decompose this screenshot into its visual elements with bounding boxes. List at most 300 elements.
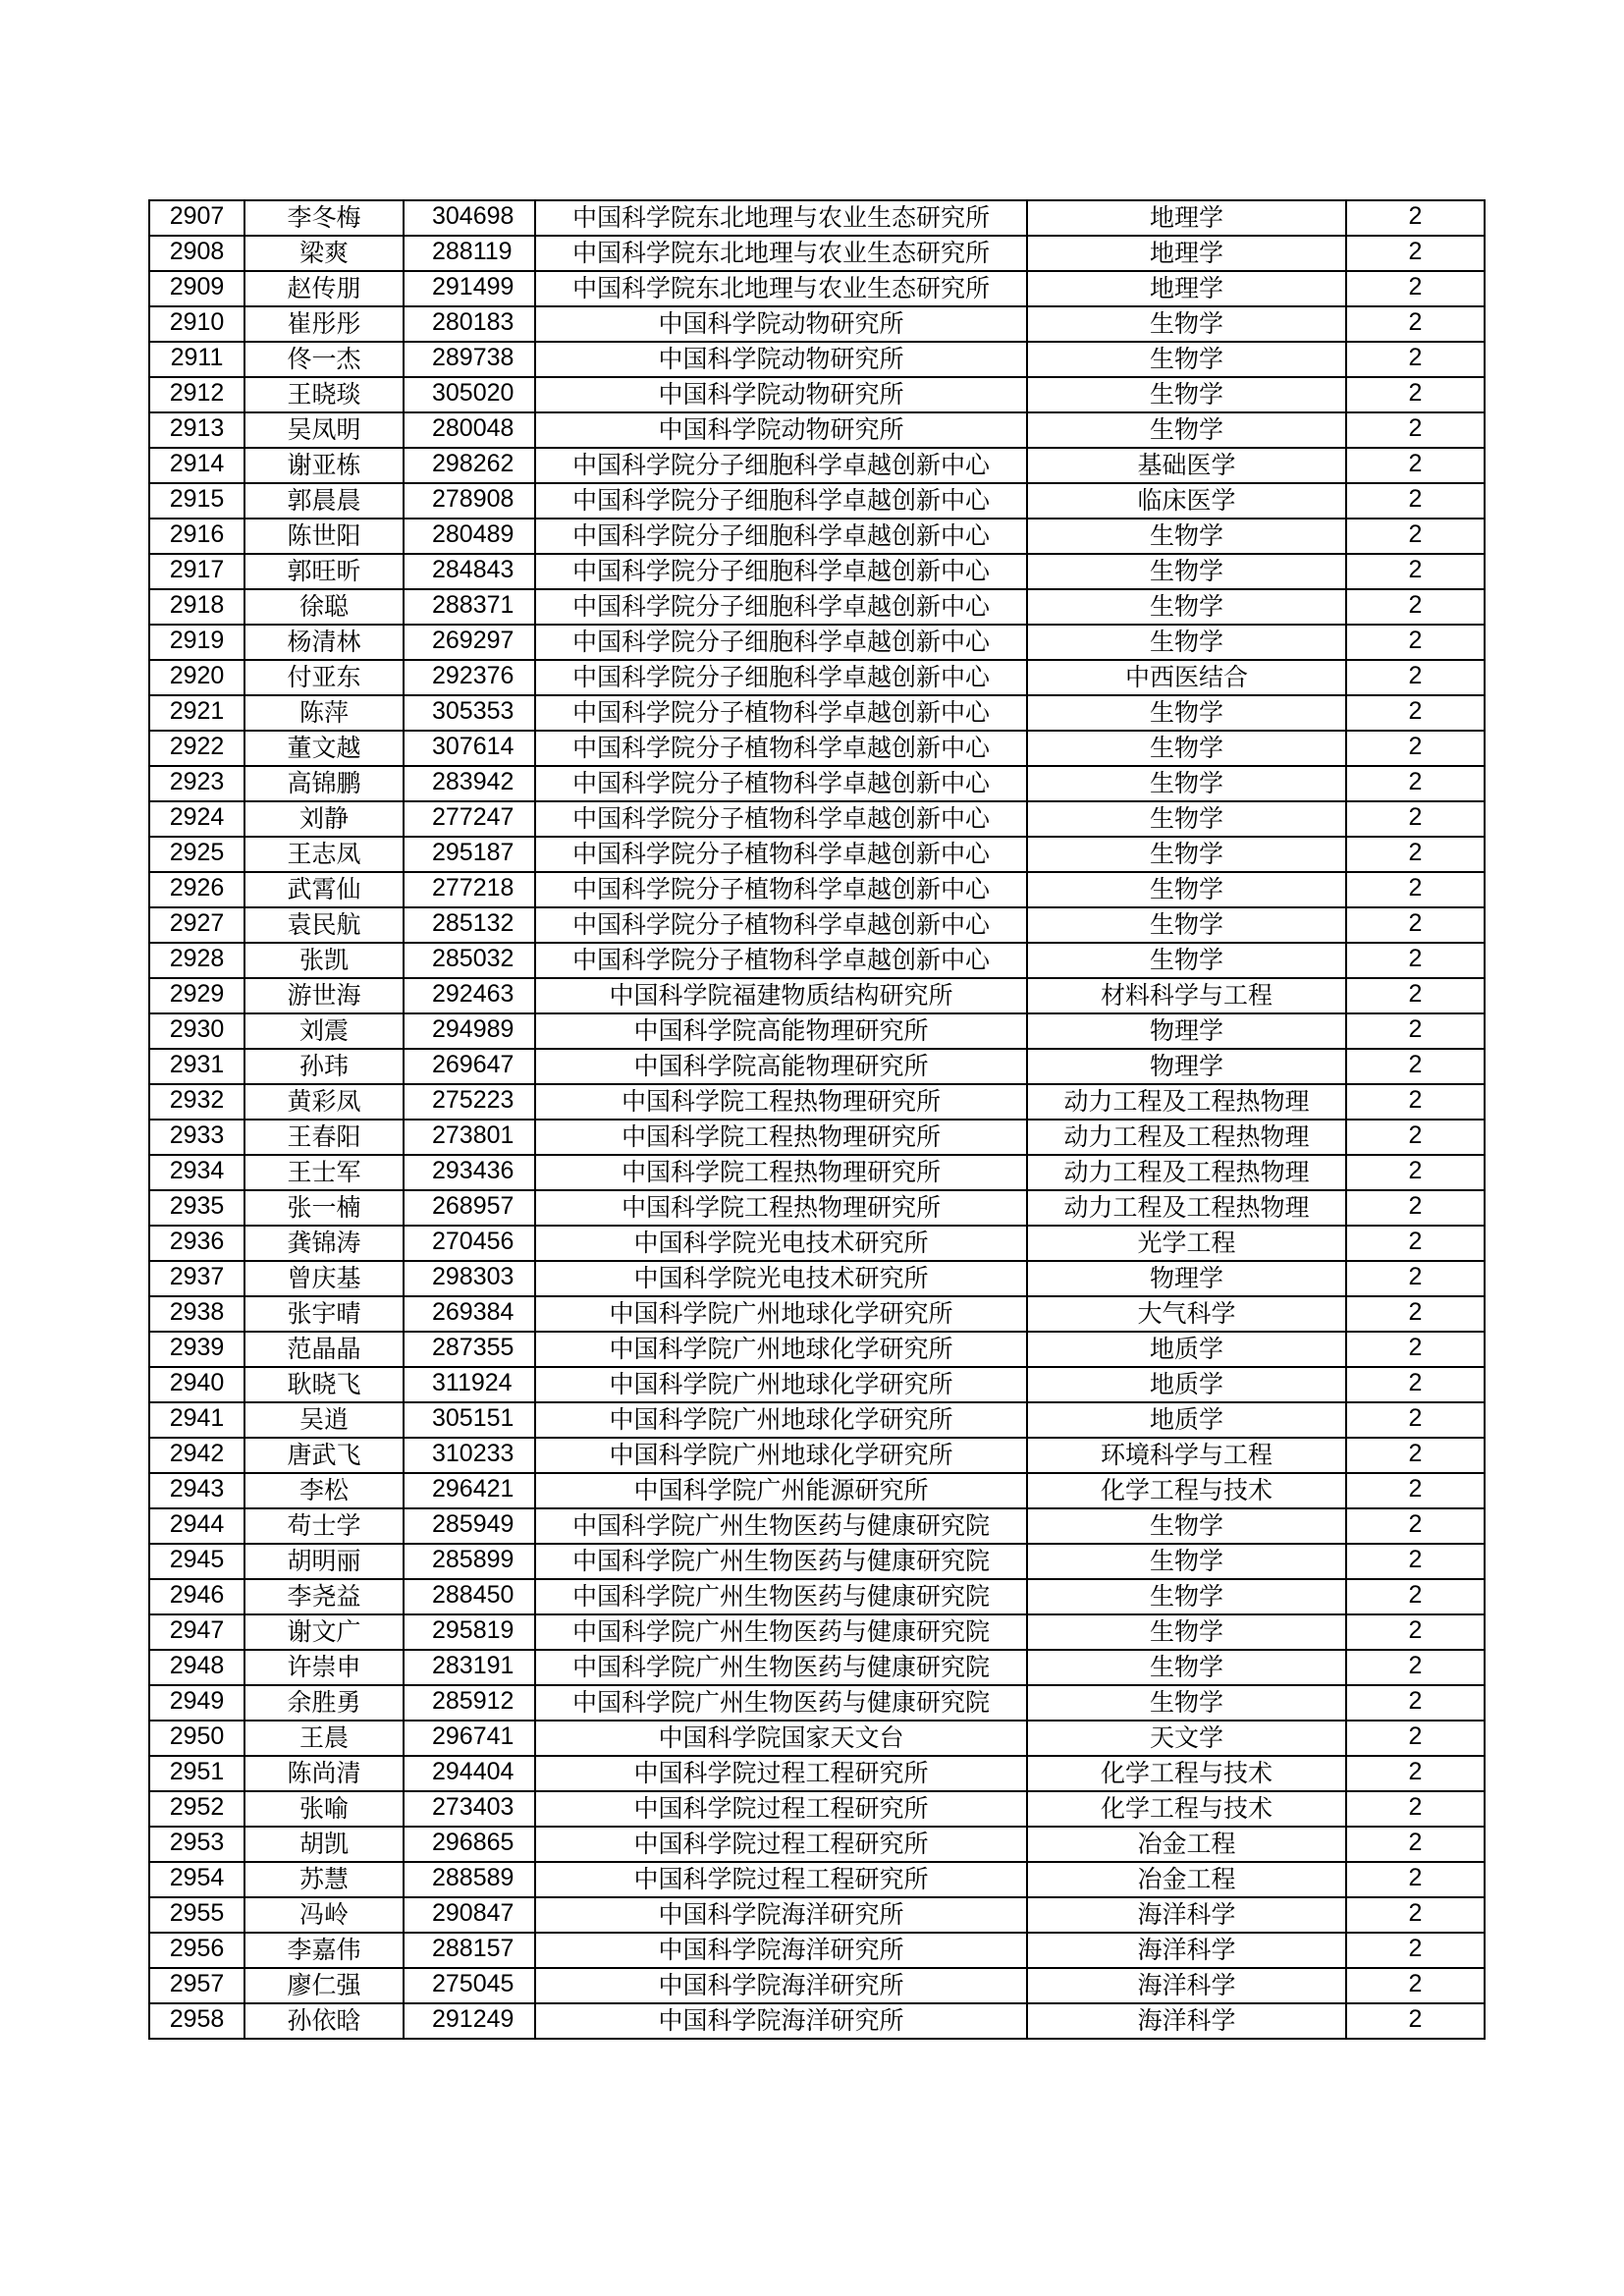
name-cell: 郭晨晨 <box>244 483 404 519</box>
name-cell: 游世海 <box>244 978 404 1013</box>
table-row <box>149 1013 1485 1049</box>
serial-number-cell: 2908 <box>149 236 244 271</box>
name-cell: 高锦鹏 <box>244 766 404 801</box>
table-row <box>149 1827 1485 1862</box>
name-cell: 谢文广 <box>244 1614 404 1650</box>
institution-cell: 中国科学院分子植物科学卓越创新中心 <box>535 943 1027 978</box>
id-cell: 291249 <box>404 2003 535 2039</box>
table-row <box>149 1155 1485 1190</box>
name-cell: 陈世阳 <box>244 519 404 554</box>
count-cell: 2 <box>1346 200 1485 236</box>
discipline-cell: 生物学 <box>1027 1579 1346 1614</box>
discipline-cell: 生物学 <box>1027 554 1346 589</box>
name-cell: 廖仁强 <box>244 1968 404 2003</box>
discipline-cell: 动力工程及工程热物理 <box>1027 1155 1346 1190</box>
discipline-cell: 生物学 <box>1027 589 1346 625</box>
institution-cell: 中国科学院动物研究所 <box>535 306 1027 342</box>
table-row <box>149 943 1485 978</box>
table-row <box>149 1544 1485 1579</box>
count-cell: 2 <box>1346 483 1485 519</box>
discipline-cell: 海洋科学 <box>1027 1968 1346 2003</box>
name-cell: 董文越 <box>244 731 404 766</box>
id-cell: 270456 <box>404 1226 535 1261</box>
serial-number-cell: 2925 <box>149 837 244 872</box>
name-cell: 王春阳 <box>244 1120 404 1155</box>
institution-cell: 中国科学院分子细胞科学卓越创新中心 <box>535 448 1027 483</box>
institution-cell: 中国科学院分子细胞科学卓越创新中心 <box>535 589 1027 625</box>
count-cell: 2 <box>1346 978 1485 1013</box>
discipline-cell: 材料科学与工程 <box>1027 978 1346 1013</box>
name-cell: 王晨 <box>244 1721 404 1756</box>
id-cell: 269647 <box>404 1049 535 1084</box>
name-cell: 谢亚栋 <box>244 448 404 483</box>
discipline-cell: 海洋科学 <box>1027 2003 1346 2039</box>
count-cell: 2 <box>1346 872 1485 907</box>
id-cell: 296865 <box>404 1827 535 1862</box>
table-row <box>149 377 1485 412</box>
name-cell: 曾庆基 <box>244 1261 404 1296</box>
table-row <box>149 483 1485 519</box>
count-cell: 2 <box>1346 554 1485 589</box>
discipline-cell: 生物学 <box>1027 837 1346 872</box>
discipline-cell: 光学工程 <box>1027 1226 1346 1261</box>
name-cell: 武霄仙 <box>244 872 404 907</box>
id-cell: 288450 <box>404 1579 535 1614</box>
id-cell: 291499 <box>404 271 535 306</box>
name-cell: 龚锦涛 <box>244 1226 404 1261</box>
table-row <box>149 1685 1485 1721</box>
serial-number-cell: 2949 <box>149 1685 244 1721</box>
serial-number-cell: 2950 <box>149 1721 244 1756</box>
name-cell: 耿晓飞 <box>244 1367 404 1402</box>
serial-number-cell: 2952 <box>149 1791 244 1827</box>
name-cell: 刘静 <box>244 801 404 837</box>
institution-cell: 中国科学院工程热物理研究所 <box>535 1190 1027 1226</box>
institution-cell: 中国科学院过程工程研究所 <box>535 1791 1027 1827</box>
id-cell: 288119 <box>404 236 535 271</box>
table-row <box>149 1296 1485 1332</box>
serial-number-cell: 2923 <box>149 766 244 801</box>
institution-cell: 中国科学院分子植物科学卓越创新中心 <box>535 766 1027 801</box>
table-row <box>149 1614 1485 1650</box>
count-cell: 2 <box>1346 1650 1485 1685</box>
discipline-cell: 中西医结合 <box>1027 660 1346 695</box>
discipline-cell: 生物学 <box>1027 377 1346 412</box>
name-cell: 吴凤明 <box>244 412 404 448</box>
count-cell: 2 <box>1346 448 1485 483</box>
serial-number-cell: 2929 <box>149 978 244 1013</box>
discipline-cell: 临床医学 <box>1027 483 1346 519</box>
name-cell: 梁爽 <box>244 236 404 271</box>
discipline-cell: 生物学 <box>1027 1614 1346 1650</box>
name-cell: 王士军 <box>244 1155 404 1190</box>
count-cell: 2 <box>1346 1685 1485 1721</box>
serial-number-cell: 2956 <box>149 1933 244 1968</box>
table-row <box>149 625 1485 660</box>
id-cell: 273801 <box>404 1120 535 1155</box>
name-cell: 张宇晴 <box>244 1296 404 1332</box>
institution-cell: 中国科学院分子细胞科学卓越创新中心 <box>535 554 1027 589</box>
count-cell: 2 <box>1346 1332 1485 1367</box>
count-cell: 2 <box>1346 1402 1485 1438</box>
id-cell: 298262 <box>404 448 535 483</box>
count-cell: 2 <box>1346 306 1485 342</box>
discipline-cell: 地质学 <box>1027 1332 1346 1367</box>
institution-cell: 中国科学院分子植物科学卓越创新中心 <box>535 907 1027 943</box>
id-cell: 280489 <box>404 519 535 554</box>
id-cell: 280183 <box>404 306 535 342</box>
institution-cell: 中国科学院工程热物理研究所 <box>535 1120 1027 1155</box>
institution-cell: 中国科学院广州生物医药与健康研究院 <box>535 1614 1027 1650</box>
discipline-cell: 物理学 <box>1027 1049 1346 1084</box>
serial-number-cell: 2939 <box>149 1332 244 1367</box>
institution-cell: 中国科学院广州生物医药与健康研究院 <box>535 1544 1027 1579</box>
name-cell: 袁民航 <box>244 907 404 943</box>
institution-cell: 中国科学院动物研究所 <box>535 412 1027 448</box>
id-cell: 295187 <box>404 837 535 872</box>
count-cell: 2 <box>1346 412 1485 448</box>
discipline-cell: 环境科学与工程 <box>1027 1438 1346 1473</box>
discipline-cell: 物理学 <box>1027 1013 1346 1049</box>
table-row <box>149 306 1485 342</box>
count-cell: 2 <box>1346 1933 1485 1968</box>
serial-number-cell: 2913 <box>149 412 244 448</box>
discipline-cell: 化学工程与技术 <box>1027 1756 1346 1791</box>
id-cell: 305151 <box>404 1402 535 1438</box>
serial-number-cell: 2948 <box>149 1650 244 1685</box>
discipline-cell: 生物学 <box>1027 625 1346 660</box>
count-cell: 2 <box>1346 695 1485 731</box>
institution-cell: 中国科学院广州生物医药与健康研究院 <box>535 1508 1027 1544</box>
discipline-cell: 化学工程与技术 <box>1027 1791 1346 1827</box>
discipline-cell: 生物学 <box>1027 342 1346 377</box>
institution-cell: 中国科学院分子植物科学卓越创新中心 <box>535 837 1027 872</box>
count-cell: 2 <box>1346 1438 1485 1473</box>
discipline-cell: 生物学 <box>1027 1544 1346 1579</box>
serial-number-cell: 2937 <box>149 1261 244 1296</box>
institution-cell: 中国科学院分子植物科学卓越创新中心 <box>535 801 1027 837</box>
discipline-cell: 地理学 <box>1027 236 1346 271</box>
discipline-cell: 海洋科学 <box>1027 1897 1346 1933</box>
discipline-cell: 生物学 <box>1027 872 1346 907</box>
institution-cell: 中国科学院动物研究所 <box>535 342 1027 377</box>
serial-number-cell: 2919 <box>149 625 244 660</box>
serial-number-cell: 2940 <box>149 1367 244 1402</box>
table-row <box>149 1402 1485 1438</box>
institution-cell: 中国科学院分子细胞科学卓越创新中心 <box>535 519 1027 554</box>
serial-number-cell: 2924 <box>149 801 244 837</box>
table-row <box>149 342 1485 377</box>
count-cell: 2 <box>1346 625 1485 660</box>
table-row <box>149 1049 1485 1084</box>
id-cell: 292376 <box>404 660 535 695</box>
table-row <box>149 236 1485 271</box>
id-cell: 269297 <box>404 625 535 660</box>
id-cell: 275045 <box>404 1968 535 2003</box>
serial-number-cell: 2930 <box>149 1013 244 1049</box>
table-row <box>149 978 1485 1013</box>
count-cell: 2 <box>1346 1508 1485 1544</box>
discipline-cell: 生物学 <box>1027 943 1346 978</box>
discipline-cell: 大气科学 <box>1027 1296 1346 1332</box>
serial-number-cell: 2910 <box>149 306 244 342</box>
table-row <box>149 1226 1485 1261</box>
table-row <box>149 1968 1485 2003</box>
serial-number-cell: 2915 <box>149 483 244 519</box>
institution-cell: 中国科学院高能物理研究所 <box>535 1049 1027 1084</box>
serial-number-cell: 2943 <box>149 1473 244 1508</box>
id-cell: 278908 <box>404 483 535 519</box>
id-cell: 280048 <box>404 412 535 448</box>
id-cell: 285032 <box>404 943 535 978</box>
name-cell: 胡明丽 <box>244 1544 404 1579</box>
institution-cell: 中国科学院海洋研究所 <box>535 2003 1027 2039</box>
serial-number-cell: 2918 <box>149 589 244 625</box>
table-row <box>149 412 1485 448</box>
table-row <box>149 200 1485 236</box>
serial-number-cell: 2945 <box>149 1544 244 1579</box>
count-cell: 2 <box>1346 1155 1485 1190</box>
name-cell: 陈尚清 <box>244 1756 404 1791</box>
serial-number-cell: 2935 <box>149 1190 244 1226</box>
name-cell: 崔彤彤 <box>244 306 404 342</box>
table-row <box>149 1438 1485 1473</box>
table-row <box>149 1650 1485 1685</box>
institution-cell: 中国科学院高能物理研究所 <box>535 1013 1027 1049</box>
discipline-cell: 生物学 <box>1027 519 1346 554</box>
roster-table <box>148 199 1486 2040</box>
institution-cell: 中国科学院分子植物科学卓越创新中心 <box>535 872 1027 907</box>
institution-cell: 中国科学院广州地球化学研究所 <box>535 1332 1027 1367</box>
institution-cell: 中国科学院广州生物医药与健康研究院 <box>535 1579 1027 1614</box>
discipline-cell: 生物学 <box>1027 801 1346 837</box>
count-cell: 2 <box>1346 1190 1485 1226</box>
name-cell: 李冬梅 <box>244 200 404 236</box>
institution-cell: 中国科学院光电技术研究所 <box>535 1226 1027 1261</box>
discipline-cell: 物理学 <box>1027 1261 1346 1296</box>
discipline-cell: 动力工程及工程热物理 <box>1027 1084 1346 1120</box>
institution-cell: 中国科学院工程热物理研究所 <box>535 1155 1027 1190</box>
id-cell: 277218 <box>404 872 535 907</box>
id-cell: 295819 <box>404 1614 535 1650</box>
id-cell: 288589 <box>404 1862 535 1897</box>
table-row <box>149 1473 1485 1508</box>
institution-cell: 中国科学院广州生物医药与健康研究院 <box>535 1685 1027 1721</box>
discipline-cell: 冶金工程 <box>1027 1862 1346 1897</box>
count-cell: 2 <box>1346 943 1485 978</box>
name-cell: 余胜勇 <box>244 1685 404 1721</box>
name-cell: 张喻 <box>244 1791 404 1827</box>
institution-cell: 中国科学院过程工程研究所 <box>535 1756 1027 1791</box>
table-row <box>149 1367 1485 1402</box>
id-cell: 269384 <box>404 1296 535 1332</box>
serial-number-cell: 2944 <box>149 1508 244 1544</box>
serial-number-cell: 2954 <box>149 1862 244 1897</box>
discipline-cell: 天文学 <box>1027 1721 1346 1756</box>
table-row <box>149 1508 1485 1544</box>
discipline-cell: 地质学 <box>1027 1367 1346 1402</box>
id-cell: 307614 <box>404 731 535 766</box>
name-cell: 李松 <box>244 1473 404 1508</box>
institution-cell: 中国科学院海洋研究所 <box>535 1968 1027 2003</box>
institution-cell: 中国科学院福建物质结构研究所 <box>535 978 1027 1013</box>
name-cell: 苟士学 <box>244 1508 404 1544</box>
id-cell: 294404 <box>404 1756 535 1791</box>
count-cell: 2 <box>1346 1120 1485 1155</box>
count-cell: 2 <box>1346 1367 1485 1402</box>
table-row <box>149 1190 1485 1226</box>
institution-cell: 中国科学院东北地理与农业生态研究所 <box>535 236 1027 271</box>
discipline-cell: 地理学 <box>1027 200 1346 236</box>
count-cell: 2 <box>1346 1614 1485 1650</box>
discipline-cell: 生物学 <box>1027 766 1346 801</box>
institution-cell: 中国科学院分子细胞科学卓越创新中心 <box>535 483 1027 519</box>
table-row <box>149 1120 1485 1155</box>
discipline-cell: 生物学 <box>1027 1685 1346 1721</box>
name-cell: 李嘉伟 <box>244 1933 404 1968</box>
table-row <box>149 1862 1485 1897</box>
serial-number-cell: 2933 <box>149 1120 244 1155</box>
name-cell: 陈萍 <box>244 695 404 731</box>
id-cell: 268957 <box>404 1190 535 1226</box>
id-cell: 292463 <box>404 978 535 1013</box>
table-row <box>149 907 1485 943</box>
name-cell: 孙玮 <box>244 1049 404 1084</box>
discipline-cell: 生物学 <box>1027 695 1346 731</box>
serial-number-cell: 2947 <box>149 1614 244 1650</box>
name-cell: 冯岭 <box>244 1897 404 1933</box>
name-cell: 黄彩凤 <box>244 1084 404 1120</box>
id-cell: 285132 <box>404 907 535 943</box>
table-row <box>149 1261 1485 1296</box>
count-cell: 2 <box>1346 1013 1485 1049</box>
count-cell: 2 <box>1346 837 1485 872</box>
name-cell: 付亚东 <box>244 660 404 695</box>
table-row <box>149 2003 1485 2039</box>
id-cell: 305020 <box>404 377 535 412</box>
id-cell: 283942 <box>404 766 535 801</box>
id-cell: 305353 <box>404 695 535 731</box>
serial-number-cell: 2946 <box>149 1579 244 1614</box>
id-cell: 273403 <box>404 1791 535 1827</box>
institution-cell: 中国科学院分子植物科学卓越创新中心 <box>535 731 1027 766</box>
institution-cell: 中国科学院广州生物医药与健康研究院 <box>535 1650 1027 1685</box>
institution-cell: 中国科学院过程工程研究所 <box>535 1827 1027 1862</box>
name-cell: 胡凯 <box>244 1827 404 1862</box>
count-cell: 2 <box>1346 907 1485 943</box>
count-cell: 2 <box>1346 589 1485 625</box>
name-cell: 佟一杰 <box>244 342 404 377</box>
table-row <box>149 801 1485 837</box>
count-cell: 2 <box>1346 1473 1485 1508</box>
serial-number-cell: 2957 <box>149 1968 244 2003</box>
discipline-cell: 动力工程及工程热物理 <box>1027 1190 1346 1226</box>
serial-number-cell: 2907 <box>149 200 244 236</box>
count-cell: 2 <box>1346 801 1485 837</box>
count-cell: 2 <box>1346 1721 1485 1756</box>
institution-cell: 中国科学院动物研究所 <box>535 377 1027 412</box>
count-cell: 2 <box>1346 1791 1485 1827</box>
discipline-cell: 动力工程及工程热物理 <box>1027 1120 1346 1155</box>
count-cell: 2 <box>1346 1897 1485 1933</box>
institution-cell: 中国科学院广州地球化学研究所 <box>535 1296 1027 1332</box>
table-row <box>149 1084 1485 1120</box>
institution-cell: 中国科学院东北地理与农业生态研究所 <box>535 271 1027 306</box>
count-cell: 2 <box>1346 271 1485 306</box>
discipline-cell: 生物学 <box>1027 412 1346 448</box>
serial-number-cell: 2922 <box>149 731 244 766</box>
count-cell: 2 <box>1346 377 1485 412</box>
serial-number-cell: 2942 <box>149 1438 244 1473</box>
name-cell: 苏慧 <box>244 1862 404 1897</box>
serial-number-cell: 2914 <box>149 448 244 483</box>
serial-number-cell: 2909 <box>149 271 244 306</box>
discipline-cell: 化学工程与技术 <box>1027 1473 1346 1508</box>
name-cell: 王晓琰 <box>244 377 404 412</box>
serial-number-cell: 2911 <box>149 342 244 377</box>
count-cell: 2 <box>1346 1296 1485 1332</box>
table-row <box>149 271 1485 306</box>
id-cell: 283191 <box>404 1650 535 1685</box>
serial-number-cell: 2927 <box>149 907 244 943</box>
institution-cell: 中国科学院海洋研究所 <box>535 1897 1027 1933</box>
count-cell: 2 <box>1346 2003 1485 2039</box>
institution-cell: 中国科学院广州地球化学研究所 <box>535 1402 1027 1438</box>
id-cell: 285912 <box>404 1685 535 1721</box>
id-cell: 290847 <box>404 1897 535 1933</box>
name-cell: 孙依晗 <box>244 2003 404 2039</box>
name-cell: 王志凤 <box>244 837 404 872</box>
serial-number-cell: 2941 <box>149 1402 244 1438</box>
discipline-cell: 生物学 <box>1027 306 1346 342</box>
table-row <box>149 448 1485 483</box>
count-cell: 2 <box>1346 1968 1485 2003</box>
serial-number-cell: 2951 <box>149 1756 244 1791</box>
roster-rows <box>149 200 1485 2039</box>
name-cell: 郭旺昕 <box>244 554 404 589</box>
name-cell: 许崇申 <box>244 1650 404 1685</box>
discipline-cell: 生物学 <box>1027 907 1346 943</box>
name-cell: 范晶晶 <box>244 1332 404 1367</box>
id-cell: 293436 <box>404 1155 535 1190</box>
serial-number-cell: 2938 <box>149 1296 244 1332</box>
serial-number-cell: 2953 <box>149 1827 244 1862</box>
id-cell: 311924 <box>404 1367 535 1402</box>
table-row <box>149 731 1485 766</box>
name-cell: 杨清林 <box>244 625 404 660</box>
table-row <box>149 695 1485 731</box>
table-row <box>149 1791 1485 1827</box>
name-cell: 李尧益 <box>244 1579 404 1614</box>
discipline-cell: 基础医学 <box>1027 448 1346 483</box>
serial-number-cell: 2926 <box>149 872 244 907</box>
institution-cell: 中国科学院广州能源研究所 <box>535 1473 1027 1508</box>
serial-number-cell: 2932 <box>149 1084 244 1120</box>
serial-number-cell: 2921 <box>149 695 244 731</box>
count-cell: 2 <box>1346 1756 1485 1791</box>
serial-number-cell: 2917 <box>149 554 244 589</box>
count-cell: 2 <box>1346 1261 1485 1296</box>
institution-cell: 中国科学院广州地球化学研究所 <box>535 1438 1027 1473</box>
discipline-cell: 冶金工程 <box>1027 1827 1346 1862</box>
name-cell: 张凯 <box>244 943 404 978</box>
name-cell: 唐武飞 <box>244 1438 404 1473</box>
name-cell: 吴逍 <box>244 1402 404 1438</box>
name-cell: 赵传朋 <box>244 271 404 306</box>
id-cell: 285949 <box>404 1508 535 1544</box>
id-cell: 285899 <box>404 1544 535 1579</box>
table-row <box>149 837 1485 872</box>
